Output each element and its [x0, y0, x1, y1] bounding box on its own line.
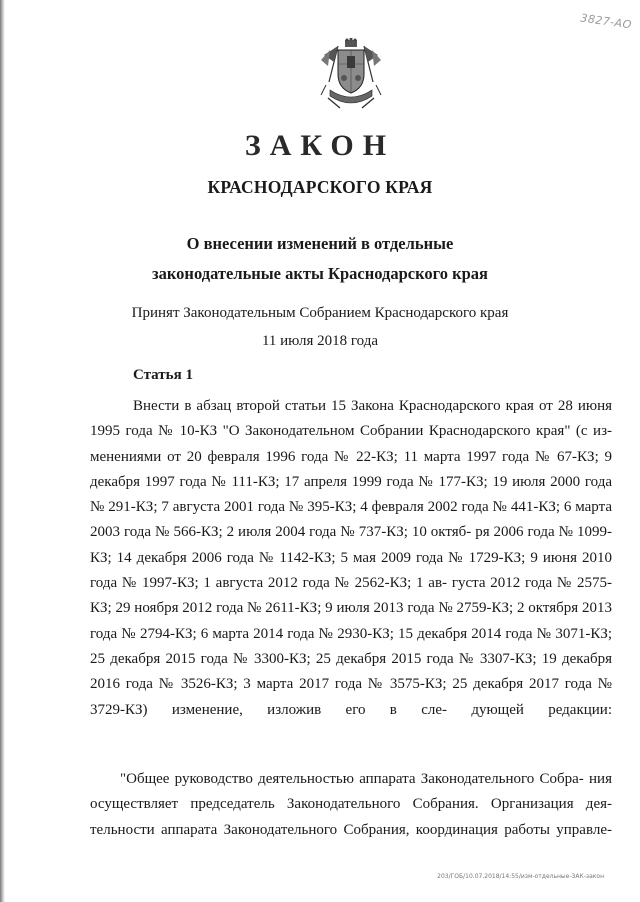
- document-footer-code: 203/ГОБ/10.07.2018/14:55/изм-отдельные-ЗАК-закон: [437, 873, 604, 880]
- act-title: [0, 229, 640, 289]
- quote-line: ния осуществляет председатель Законодательного Собрания. Организация дея-: [90, 771, 612, 813]
- article-line: 9 декабря 1997 года № 111-КЗ; 17 апреля 1999 года № 177-КЗ; 19 июля: [90, 448, 612, 490]
- region-title: КРАСНОДАРСКОГО КРАЯ: [207, 177, 433, 197]
- article-line: 2000 года № 291-КЗ; 7 августа 2001 года № 395-КЗ; 4 февраля 2002 года: [90, 473, 613, 516]
- act-title-line-1: О внесении изменений в отдельные: [186, 234, 454, 253]
- article-line: 2015 года № 3307-КЗ; 19 декабря 2016 года № 3526-КЗ; 3 марта 2017 года: [90, 650, 613, 693]
- quoted-text: [90, 767, 612, 843]
- quoted-paragraph: [90, 767, 612, 843]
- quote-line: тельности аппарата Законодательного Собрания, координация работы управле-: [90, 821, 612, 838]
- adoption-note: [0, 299, 640, 355]
- quote-line: "Общее руководство деятельностью аппарата Законодательного Собра-: [120, 771, 584, 787]
- adoption-date: 11 июля 2018 года: [261, 333, 379, 349]
- article-line: 1995 года № 10-КЗ "О Законодательном Собрании Краснодарского края" (с из-: [90, 423, 612, 440]
- adoption-line-1: Принят Законодательным Собранием Краснодарского края: [131, 305, 509, 321]
- article-line: густа 2012 года № 2575-КЗ; 29 ноября 2012 года № 2611-КЗ; 9 июля 2013 года: [90, 575, 613, 617]
- coat-of-arms-icon: [316, 38, 386, 112]
- article-line: № 3575-КЗ; 25 декабря 2017 года № 3729-КЗ) изменение, изложив его в сле-: [90, 676, 612, 718]
- article-body: [90, 394, 612, 723]
- article-paragraph: [90, 394, 612, 723]
- article-heading: Статья 1: [133, 367, 193, 383]
- act-title-line-2: законодательные акты Краснодарского края: [152, 264, 488, 283]
- law-title: ЗАКОН: [244, 129, 396, 162]
- handwritten-registration-note: 3827-АО: [579, 11, 633, 32]
- article-line: № 1729-КЗ; 9 июня 2010 года № 1997-КЗ; 1 августа 2012 года № 2562-КЗ; 1 ав-: [90, 549, 612, 592]
- article-line: дующей редакции:: [471, 701, 613, 718]
- article-line: ря 2006 года № 1099-КЗ; 14 декабря 2006 года № 1142-КЗ; 5 мая 2009 года: [90, 524, 613, 566]
- article-line: № 2759-КЗ; 2 октября 2013 года № 2794-КЗ; 6 марта 2014 года № 2930-КЗ;: [90, 600, 612, 642]
- article-line: менениями от 20 февраля 1996 года № 22-КЗ; 11 марта 1997 года № 67-КЗ;: [90, 448, 599, 465]
- article-line: 15 декабря 2014 года № 3071-КЗ; 25 декабря 2015 года № 3300-КЗ; 25 декабря: [90, 625, 613, 667]
- article-line: Внести в абзац второй статьи 15 Закона Краснодарского края от 28 июня: [133, 398, 612, 414]
- article-line: № 441-КЗ; 6 марта 2003 года № 566-КЗ; 2 июля 2004 года № 737-КЗ; 10 октяб-: [90, 499, 612, 541]
